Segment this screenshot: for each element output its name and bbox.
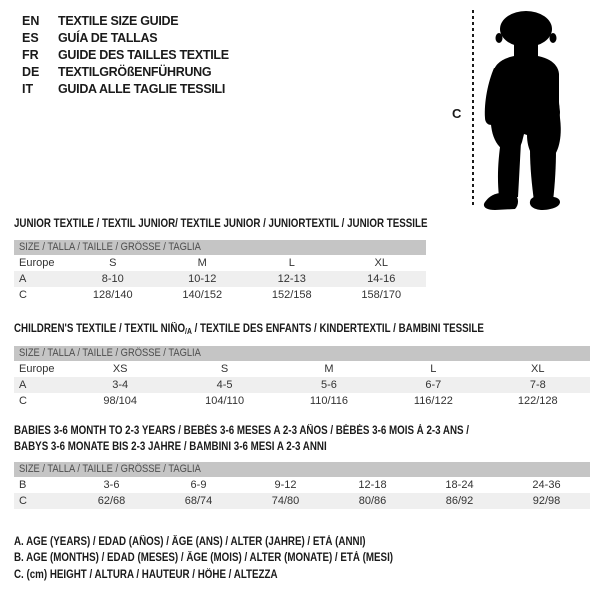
footnotes <box>14 534 460 583</box>
age-cell: 12-18 <box>358 479 387 491</box>
height-cell: 92/98 <box>503 493 590 509</box>
size-cell: M <box>324 363 334 375</box>
table-row <box>14 271 426 287</box>
row-label: A <box>14 377 68 393</box>
children-section-title <box>14 323 567 336</box>
table-row <box>14 255 426 271</box>
size-header-label: SIZE / TALLA / TAILLE / GRÖSSE / TAGLIA <box>19 463 201 475</box>
language-row-it <box>22 81 229 98</box>
footnote-b-text: B. AGE (MONTHS) / EDAD (MESES) / ÂGE (MOIS) / ALTER (MONATE) / ETÀ (MESI) <box>14 552 394 565</box>
language-title: GUÍA DE TALLAS <box>58 31 158 45</box>
junior-size-table <box>14 240 426 303</box>
age-cell: 4-5 <box>172 377 276 393</box>
size-cell: L <box>430 363 437 375</box>
height-cell: 158/170 <box>361 289 402 301</box>
age-cell: 8-10 <box>68 271 158 287</box>
language-title: TEXTILE SIZE GUIDE <box>58 14 179 28</box>
height-dotted-line <box>472 10 474 208</box>
baby-silhouette-icon <box>480 10 570 210</box>
language-list <box>22 13 229 98</box>
table-row <box>14 377 590 393</box>
height-cell: 140/152 <box>182 289 223 301</box>
footnote-a <box>14 534 460 550</box>
babies-size-table <box>14 462 590 509</box>
age-cell: 18-24 <box>445 479 474 491</box>
table-header-row <box>14 462 590 477</box>
language-row-en <box>22 13 229 30</box>
baby-silhouette <box>480 10 570 210</box>
size-cell: XS <box>112 363 128 375</box>
age-cell: 12-13 <box>247 271 337 287</box>
size-header-label: SIZE / TALLA / TAILLE / GRÖSSE / TAGLIA <box>19 347 201 359</box>
age-cell: 6-7 <box>381 377 485 393</box>
language-row-fr <box>22 47 229 64</box>
babies-title-line1: BABIES 3-6 MONTH TO 2-3 YEARS / BEBÉS 3-6 MESES A 2-3 AÑOS / BÉBÉS 3-6 MOIS À 2-3 ANS / <box>14 425 470 437</box>
height-cell: 116/122 <box>413 395 453 407</box>
age-cell: 5-6 <box>277 377 381 393</box>
language-row-de <box>22 64 229 81</box>
height-cell: 110/116 <box>309 395 349 407</box>
footnote-b <box>14 550 460 566</box>
height-cell: 98/104 <box>103 395 138 407</box>
row-label: B <box>19 479 27 491</box>
table-row <box>14 361 590 377</box>
footnote-c <box>14 567 460 583</box>
size-header-label: SIZE / TALLA / TAILLE / GRÖSSE / TAGLIA <box>19 241 201 253</box>
junior-section-title <box>14 218 500 230</box>
height-cell: 74/80 <box>242 493 329 509</box>
title-part: CHILDREN'S TEXTILE / TEXTIL NIÑO <box>14 323 186 335</box>
age-cell: 7-8 <box>486 377 590 393</box>
height-cell: 62/68 <box>68 493 155 509</box>
age-cell: 3-4 <box>68 377 172 393</box>
row-label: Europe <box>19 363 55 375</box>
size-cell: M <box>197 257 207 269</box>
size-cell: XL <box>531 363 545 375</box>
table-row <box>14 393 590 409</box>
age-cell: 9-12 <box>274 479 297 491</box>
language-title: GUIDE DES TAILLES TEXTILE <box>58 48 229 62</box>
language-code: IT <box>22 82 34 96</box>
height-cell: 128/140 <box>92 289 133 301</box>
age-cell: 10-12 <box>158 271 248 287</box>
babies-title-line2: BABYS 3-6 MONATE BIS 2-3 JAHRE / BAMBINI 3-6 MESI A 2-3 ANNI <box>14 441 327 453</box>
table-row <box>14 493 590 509</box>
row-label: A <box>14 271 68 287</box>
title-part: / TEXTILE DES ENFANTS / KINDERTEXTIL / BAMBINI TESSILE <box>191 323 484 335</box>
table-header-row <box>14 346 590 361</box>
table-row <box>14 287 426 303</box>
babies-section-title <box>14 423 549 455</box>
language-code: ES <box>22 31 39 45</box>
height-cell: 122/128 <box>517 395 558 407</box>
size-cell: L <box>288 257 295 269</box>
height-cell: 86/92 <box>416 493 503 509</box>
junior-section-title-text: JUNIOR TEXTILE / TEXTIL JUNIOR/ TEXTILE JUNIOR / JUNIORTEXTIL / JUNIOR TESSILE <box>14 218 428 230</box>
children-size-table <box>14 346 590 409</box>
height-cell: 80/86 <box>329 493 416 509</box>
row-label: C <box>19 395 27 407</box>
footnote-c-text: C. (cm) HEIGHT / ALTURA / HAUTEUR / HÖHE / ALTEZZA <box>14 568 278 581</box>
children-section-title-text <box>14 323 484 336</box>
language-title: GUIDA ALLE TAGLIE TESSILI <box>58 82 226 96</box>
row-label: Europe <box>19 257 55 269</box>
height-cell: 152/158 <box>271 289 312 301</box>
age-cell: 24-36 <box>532 479 561 491</box>
height-cell: 68/74 <box>155 493 242 509</box>
title-subscript: /A <box>185 327 192 336</box>
language-code: FR <box>22 48 39 62</box>
language-title: TEXTILGRÖßENFÜHRUNG <box>58 65 212 79</box>
height-cell: 104/110 <box>205 395 245 407</box>
size-cell: S <box>220 363 229 375</box>
size-cell: XL <box>374 257 388 269</box>
language-row-es <box>22 30 229 47</box>
row-label: C <box>14 493 68 509</box>
table-row <box>14 477 590 493</box>
age-cell: 6-9 <box>190 479 207 491</box>
age-cell: 14-16 <box>337 271 427 287</box>
height-marker-label: C <box>452 106 462 121</box>
age-cell: 3-6 <box>103 479 120 491</box>
size-cell: S <box>109 257 117 269</box>
language-code: EN <box>22 14 40 28</box>
table-header-row <box>14 240 426 255</box>
row-label: C <box>19 289 27 301</box>
language-code: DE <box>22 65 40 79</box>
footnote-a-text: A. AGE (YEARS) / EDAD (AÑOS) / ÂGE (ANS) / ALTER (JAHRE) / ETÀ (ANNI) <box>14 536 366 548</box>
